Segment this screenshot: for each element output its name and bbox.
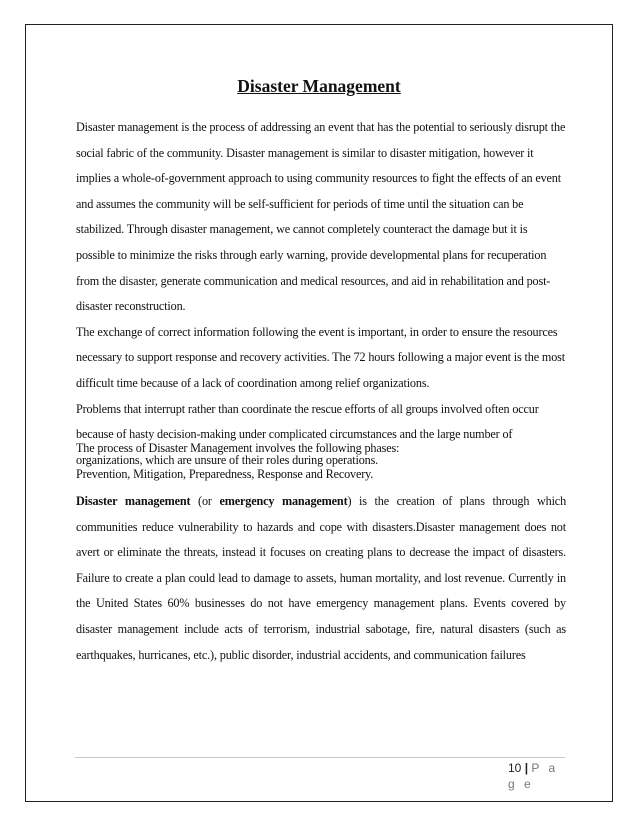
definition-paragraph [76,489,566,668]
phases-list: Prevention, Mitigation, Preparedness, Response and Recovery. [76,466,374,481]
paragraph-information-exchange: The exchange of correct information following the event is important, in order to ensure the resources necessary to support response and recovery activities. The 72 hours following a major event is the most difficult time because of a lack of coordination among relief organizations. [76,324,565,390]
page-separator: | [524,761,529,775]
term-disaster-management: Disaster management [76,494,191,508]
phases-intro: The process of Disaster Management involves the following phases: [76,441,400,455]
page-footer [508,760,568,792]
definition-text: ) is the creation of plans through which communities reduce vulnerability to hazards and cope with disasters.Disaster management does not avert or eliminate the threats, instead it focuses on creating plans to decrease the impact of disasters. Failure to create a plan could lead to damage to assets, human mortality, and lost revenue. Currently in the United States 60% businesses do not have emergency management plans. Events covered by disaster management include acts of terrorism, industrial sabotage, fire, natural disasters (such as earthquakes, hurricanes, etc.), public disorder, industrial accidents, and communication failures [76,494,567,662]
intro-paragraphs [76,115,566,473]
paragraph-definition: Disaster management is the process of addressing an event that has the potential to seriously disrupt the social fabric of the community. Disaster management is similar to disaster mitigation, however it implies a whole-of-government approach to using community resources to fight the effects of an event and assumes the community will be self-sufficient for periods of time until the situation can be stabilized. Through disaster management, we cannot completely counteract the damage but it is possible to minimize the risks through early warning, provide developmental plans for recuperation from the disaster, generate communication and medical resources, and aid in rehabilitation and post-disaster reconstruction. [76,120,566,314]
document-title: Disaster Management [237,76,401,96]
footer-divider [75,757,565,758]
page-word: P a g e [508,761,559,791]
paren-open: (or [190,494,220,508]
page-number: 10 [508,761,522,775]
term-emergency-management: emergency management [219,494,348,508]
phases-section [76,436,566,487]
paragraph-problems: Problems that interrupt rather than coordinate the rescue efforts of all groups involved often occur because of hasty decision-making under complicated circumstances and the large number of organizations, which are unsure of their roles during operations. [76,401,539,467]
